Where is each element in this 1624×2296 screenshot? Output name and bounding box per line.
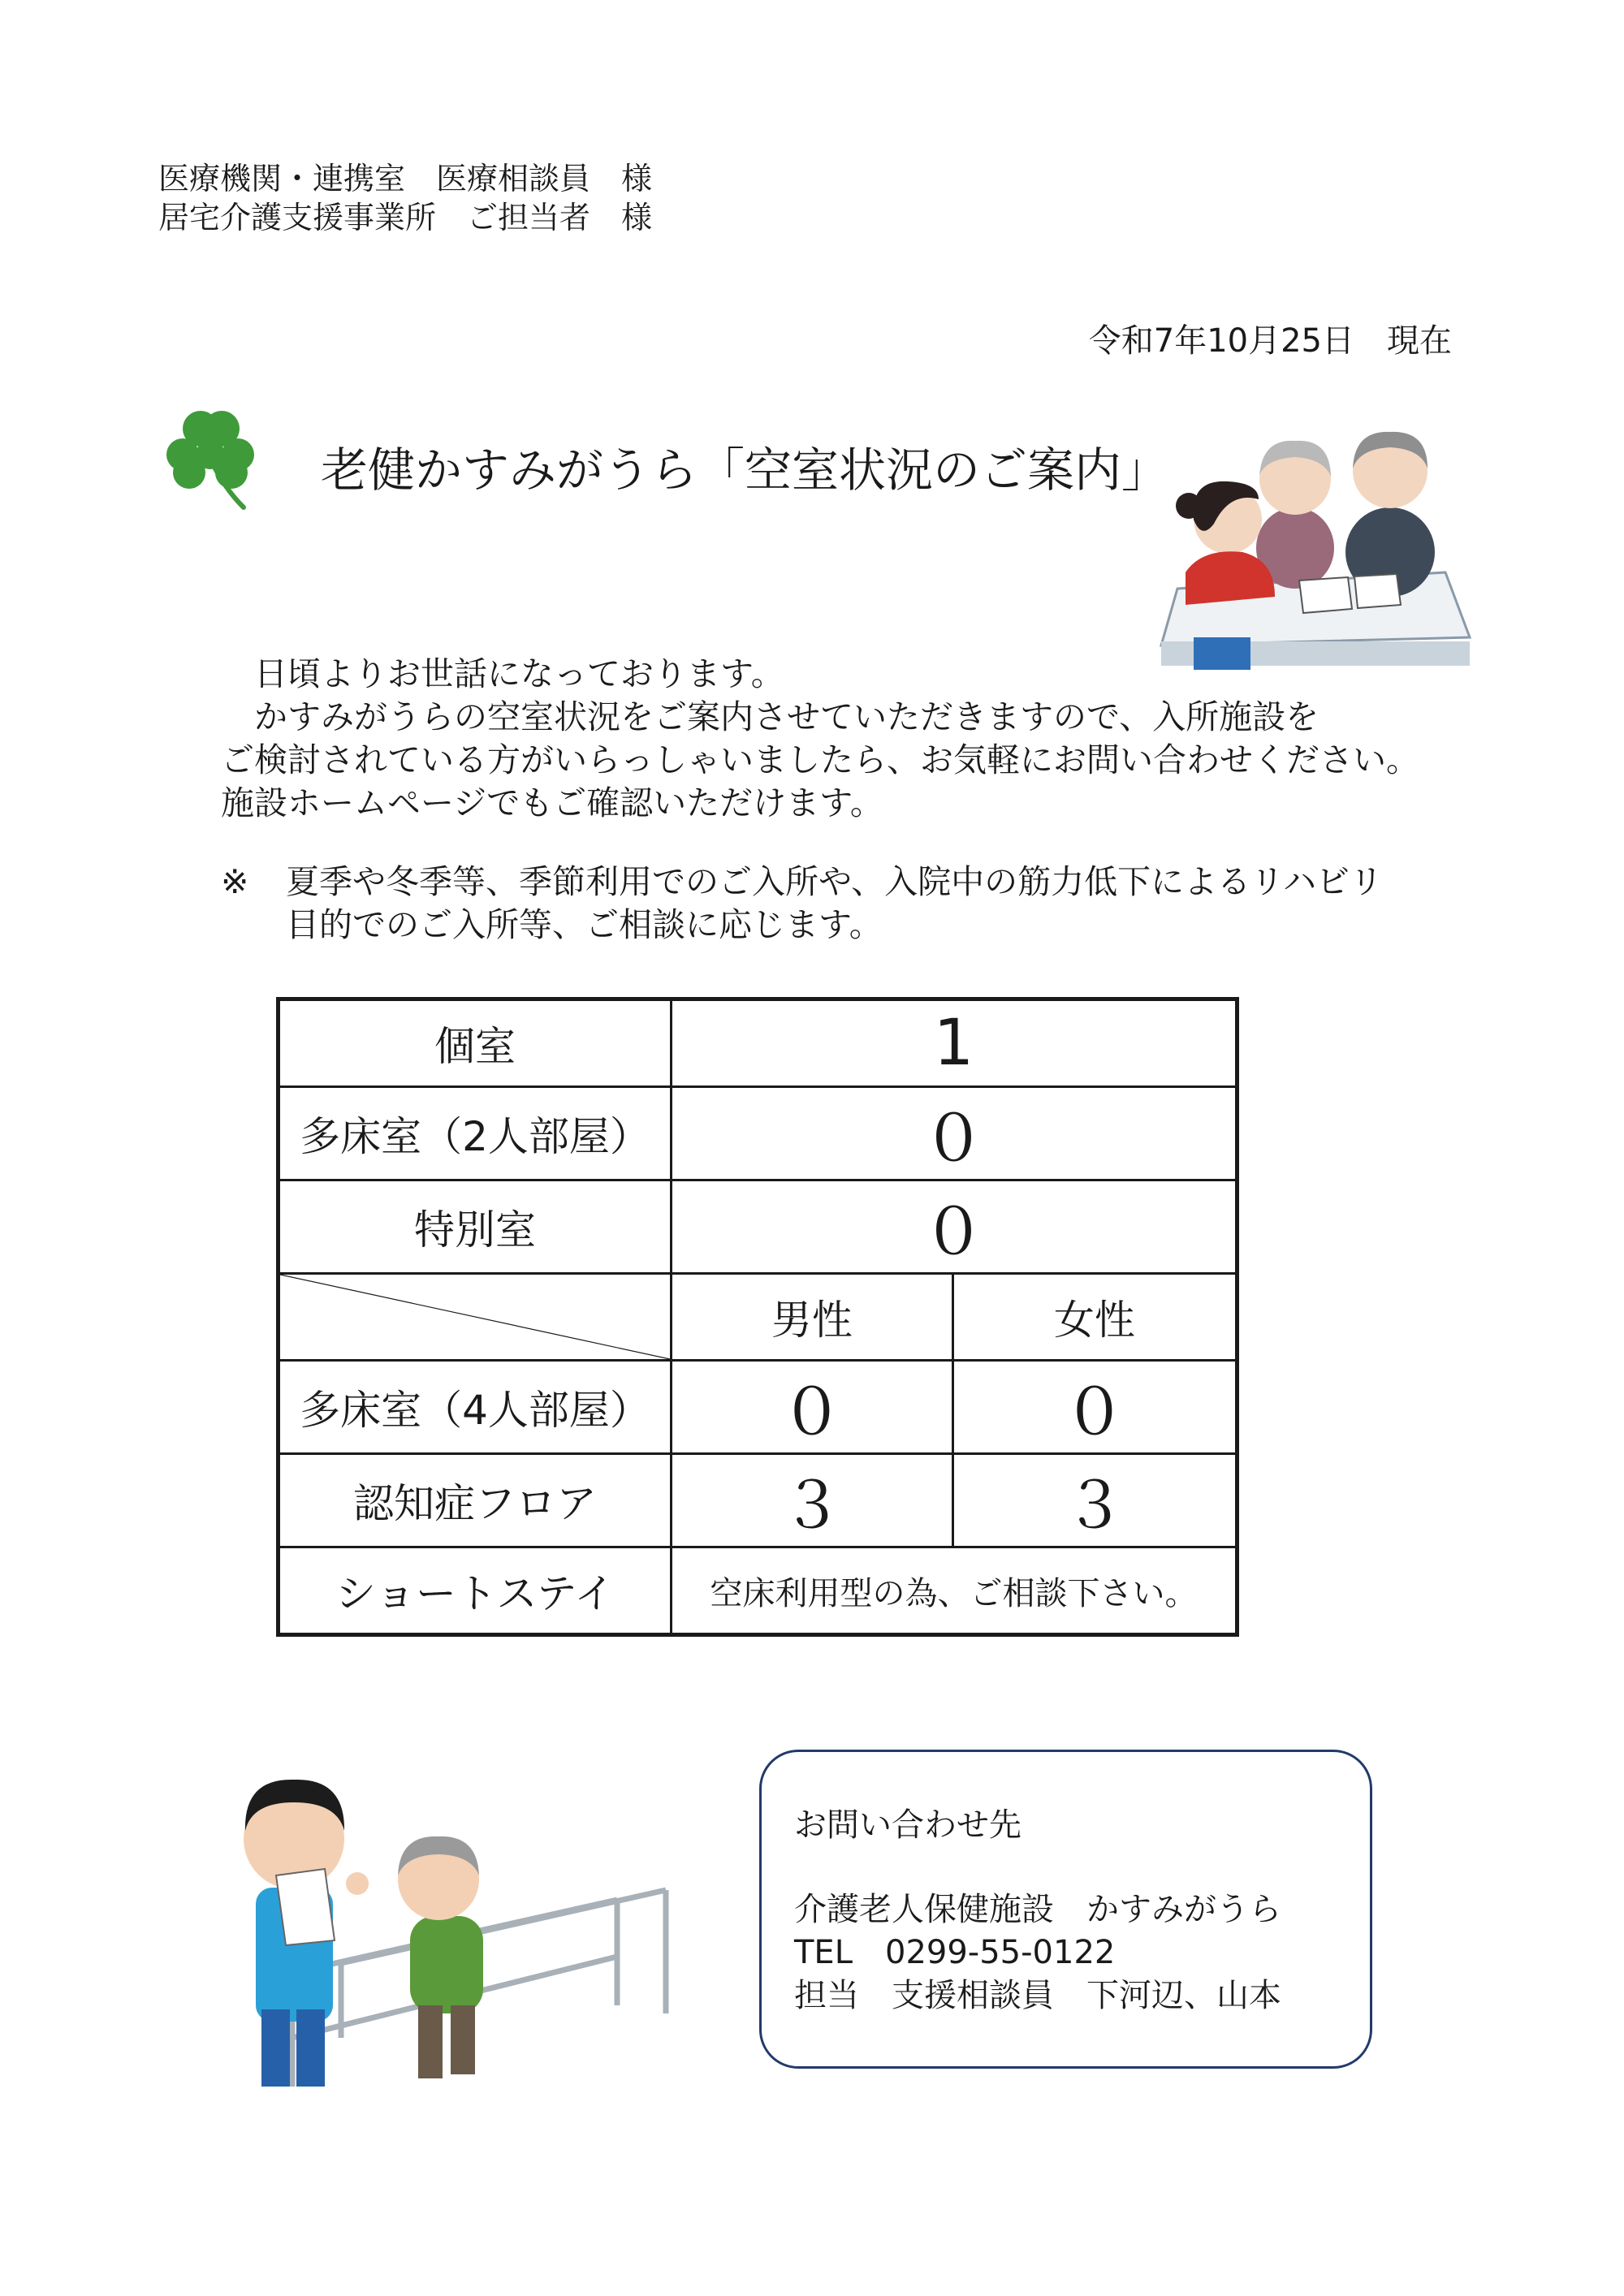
private-room-label: 個室	[279, 999, 672, 1087]
recipient-line-2: 居宅介護支援事業所 ご担当者 様	[158, 200, 653, 235]
private-room-count: 1	[672, 999, 1237, 1087]
contact-staff: 担当 支援相談員 下河辺、山本	[794, 1977, 1281, 2014]
rehabilitation-illustration	[227, 1681, 682, 2103]
contact-heading: お問い合わせ先	[794, 1806, 1021, 1844]
female-header: 女性	[952, 1274, 1237, 1361]
intro-line-3: ご検討されている方がいらっしゃいましたら、お気軽にお問い合わせください。	[221, 740, 1419, 779]
short-stay-label: ショートステイ	[279, 1547, 672, 1635]
vacancy-table	[276, 997, 1239, 1637]
shared-4-label: 多床室（4人部屋）	[279, 1361, 672, 1454]
page-title: 老健かすみがうら「空室状況のご案内」	[321, 442, 1169, 498]
clover-icon	[158, 398, 268, 511]
diagonal-header-cell	[279, 1274, 672, 1361]
table-row	[279, 1547, 1237, 1635]
date-line: 令和7年10月25日 現在	[1088, 322, 1452, 360]
male-header: 男性	[672, 1274, 953, 1361]
short-stay-value: 空床利用型の為、ご相談下さい。	[672, 1547, 1237, 1635]
note-line-1: 夏季や冬季等、季節利用でのご入所や、入院中の筋力低下によるリハビリ	[286, 862, 1383, 901]
table-row	[279, 1274, 1237, 1361]
dementia-floor-male: ３	[672, 1454, 953, 1547]
intro-line-2: かすみがうらの空室状況をご案内させていただきますので、入所施設を	[221, 697, 1320, 736]
dementia-floor-label: 認知症フロア	[279, 1454, 672, 1547]
shared-4-female: ０	[952, 1361, 1237, 1454]
diagonal-line	[280, 1275, 670, 1359]
table-row	[279, 1180, 1237, 1274]
intro-line-4: 施設ホームページでもご確認いただけます。	[221, 783, 883, 822]
table-row	[279, 999, 1237, 1087]
note-mark: ※	[221, 862, 249, 901]
shared-2-label: 多床室（2人部屋）	[279, 1087, 672, 1180]
table-row	[279, 1454, 1237, 1547]
contact-box	[759, 1750, 1372, 2069]
special-room-count: ０	[672, 1180, 1237, 1274]
table-row	[279, 1361, 1237, 1454]
dementia-floor-female: ３	[952, 1454, 1237, 1547]
consultation-illustration	[1153, 410, 1478, 678]
special-room-label: 特別室	[279, 1180, 672, 1274]
contact-tel: TEL 0299-55-0122	[794, 1934, 1116, 1971]
intro-line-1: 日頃よりお世話になっております。	[221, 654, 784, 693]
note-line-2: 目的でのご入所等、ご相談に応じます。	[286, 905, 883, 944]
contact-facility: 介護老人保健施設 かすみがうら	[794, 1891, 1281, 1928]
table-row	[279, 1087, 1237, 1180]
shared-2-count: ０	[672, 1087, 1237, 1180]
shared-4-male: ０	[672, 1361, 953, 1454]
recipient-line-1: 医療機関・連携室 医療相談員 様	[158, 161, 653, 196]
